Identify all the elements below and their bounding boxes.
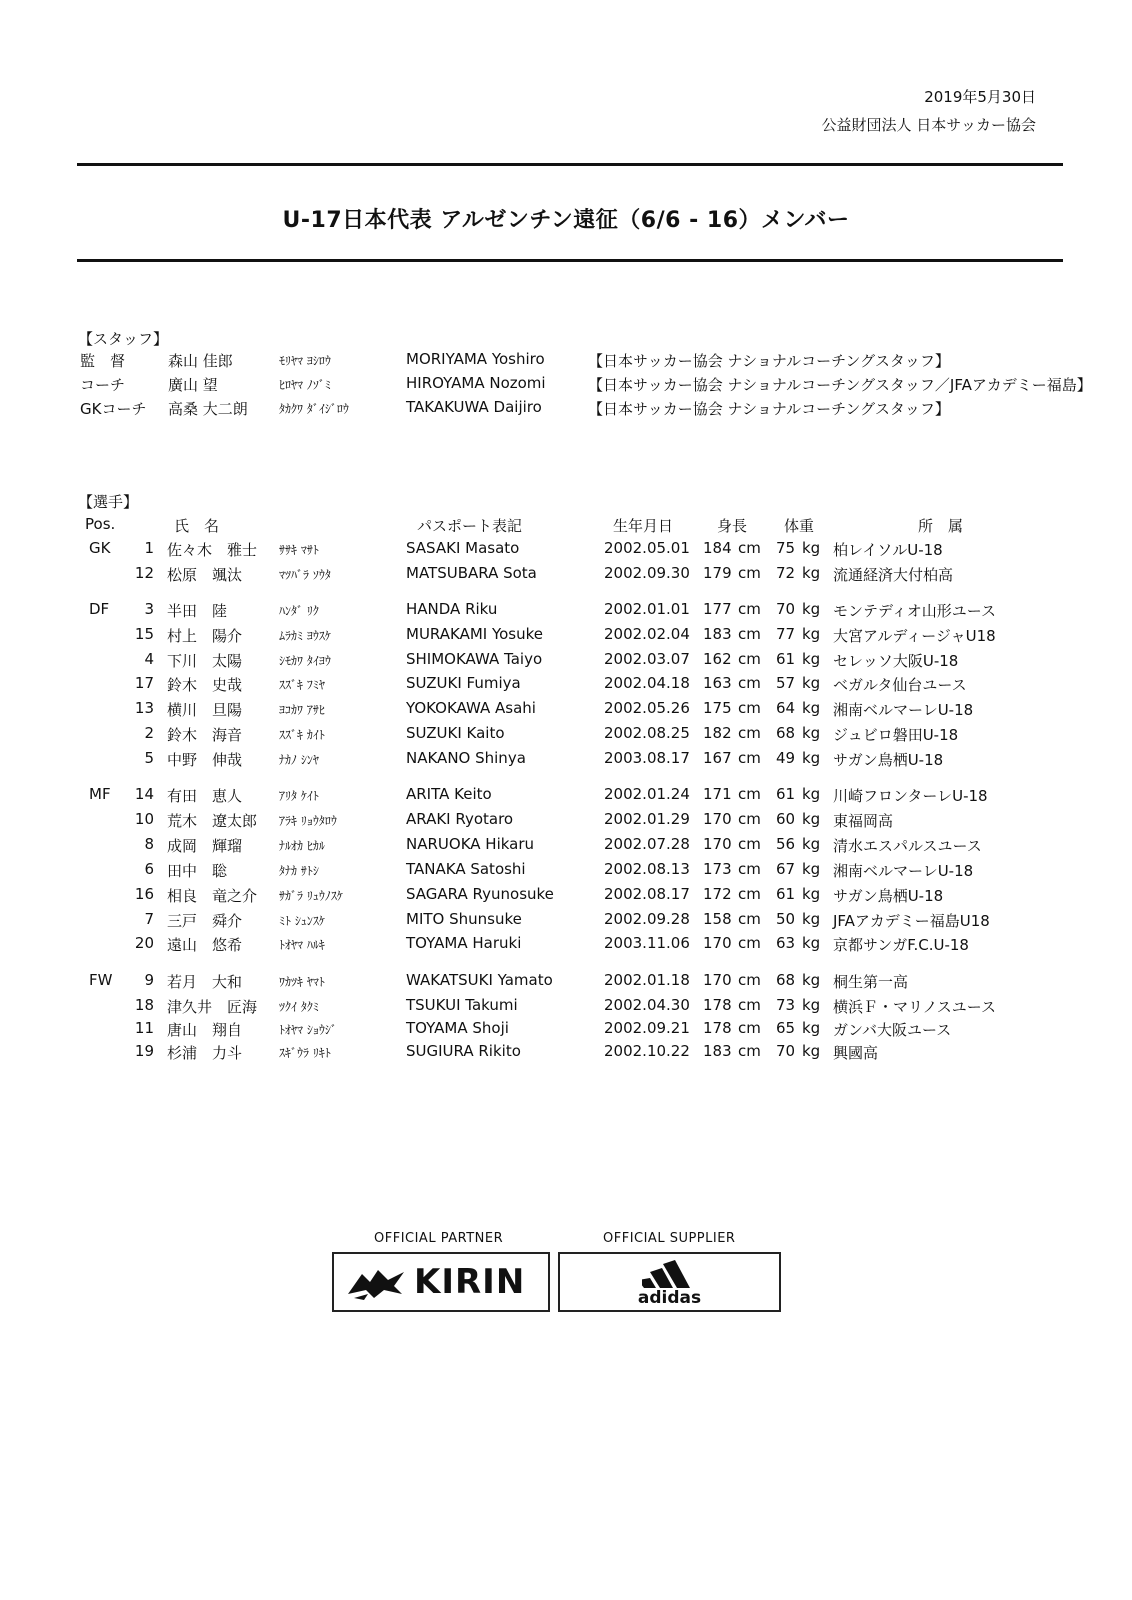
player-height: 182 (703, 724, 732, 742)
player-row (0, 910, 1132, 930)
player-club: ジュビロ磐田U-18 (833, 726, 959, 744)
player-row (0, 674, 1132, 694)
player-birthdate: 2002.10.22 (604, 1042, 690, 1060)
player-birthdate: 2002.05.01 (604, 539, 690, 557)
player-height-unit: cm (738, 785, 761, 803)
player-weight: 72 (776, 564, 796, 582)
player-kana: ﾅｶﾉ ｼﾝﾔ (279, 753, 319, 767)
player-row (0, 996, 1132, 1016)
document-date: 2019年5月30日 (924, 88, 1036, 106)
player-birthdate: 2002.08.25 (604, 724, 690, 742)
player-club: 流通経済大付柏高 (833, 566, 954, 584)
player-kana: ﾂｸｲ ﾀｸﾐ (279, 1000, 319, 1014)
player-passport-name: SAGARA Ryunosuke (406, 885, 554, 903)
player-height-unit: cm (738, 564, 761, 582)
player-name: 杉浦 力斗 (167, 1044, 243, 1062)
player-kana: ｻｻｷ ﾏｻﾄ (279, 543, 319, 557)
player-passport-name: SUGIURA Rikito (406, 1042, 521, 1060)
player-name: 津久井 匠海 (167, 998, 258, 1016)
player-number: 5 (144, 749, 154, 767)
player-row (0, 539, 1132, 559)
player-passport-name: MATSUBARA Sota (406, 564, 537, 582)
player-number: 12 (134, 564, 154, 582)
player-height-unit: cm (738, 910, 761, 928)
player-name: 鈴木 海音 (167, 726, 243, 744)
player-height: 183 (703, 625, 732, 643)
header-dob: 生年月日 (613, 517, 674, 535)
player-weight: 61 (776, 885, 796, 903)
player-height-unit: cm (738, 971, 761, 989)
player-passport-name: HANDA Riku (406, 600, 498, 618)
player-weight: 68 (776, 971, 796, 989)
player-weight-unit: kg (802, 810, 821, 828)
player-weight-unit: kg (802, 1019, 821, 1037)
player-passport-name: YOKOKAWA Asahi (406, 699, 536, 717)
player-number: 8 (144, 835, 154, 853)
player-weight: 50 (776, 910, 796, 928)
organization-name: 公益財団法人 日本サッカー協会 (821, 116, 1036, 134)
player-height-unit: cm (738, 650, 761, 668)
staff-affiliation: 【日本サッカー協会 ナショナルコーチングスタッフ／JFAアカデミー福島】 (588, 376, 1092, 394)
player-weight-unit: kg (802, 650, 821, 668)
player-position: GK (89, 539, 111, 557)
player-club: 柏レイソルU-18 (833, 541, 943, 559)
player-row (0, 810, 1132, 830)
player-birthdate: 2002.01.24 (604, 785, 690, 803)
player-weight: 49 (776, 749, 796, 767)
player-number: 19 (134, 1042, 154, 1060)
adidas-wordmark: adidas (637, 1288, 702, 1308)
player-kana: ｽｷﾞｳﾗ ﾘｷﾄ (279, 1046, 331, 1060)
player-passport-name: TOYAMA Haruki (406, 934, 522, 952)
player-height: 183 (703, 1042, 732, 1060)
kirin-wordmark: KIRIN (414, 1262, 526, 1302)
player-row (0, 600, 1132, 620)
staff-name: 森山 佳郎 (168, 352, 233, 370)
player-passport-name: SHIMOKAWA Taiyo (406, 650, 543, 668)
player-name: 下川 太陽 (167, 652, 243, 670)
player-passport-name: NARUOKA Hikaru (406, 835, 535, 853)
player-kana: ﾄｵﾔﾏ ﾊﾙｷ (279, 938, 325, 952)
player-weight-unit: kg (802, 674, 821, 692)
player-club: セレッソ大阪U-18 (833, 652, 959, 670)
player-birthdate: 2003.08.17 (604, 749, 690, 767)
player-row (0, 835, 1132, 855)
player-kana: ﾑﾗｶﾐ ﾖｳｽｹ (279, 629, 331, 643)
player-weight-unit: kg (802, 724, 821, 742)
player-weight: 65 (776, 1019, 796, 1037)
staff-roman-name: HIROYAMA Nozomi (406, 374, 546, 392)
player-weight-unit: kg (802, 564, 821, 582)
staff-row (0, 350, 1132, 370)
staff-role: コーチ (80, 376, 126, 394)
player-weight-unit: kg (802, 885, 821, 903)
page-title: U-17日本代表 アルゼンチン遠征（6/6 - 16）メンバー (282, 208, 850, 233)
player-row (0, 1042, 1132, 1062)
player-weight: 61 (776, 650, 796, 668)
player-passport-name: SASAKI Masato (406, 539, 520, 557)
header-passport: パスポート表記 (417, 517, 523, 535)
staff-kana: ﾓﾘﾔﾏ ﾖｼﾛｳ (279, 354, 331, 368)
player-weight: 68 (776, 724, 796, 742)
player-name: 若月 大和 (167, 973, 243, 991)
staff-name: 廣山 望 (168, 376, 218, 394)
player-number: 17 (134, 674, 154, 692)
player-height: 170 (703, 934, 732, 952)
header-pos: Pos. (85, 515, 116, 533)
player-birthdate: 2002.01.18 (604, 971, 690, 989)
player-weight-unit: kg (802, 625, 821, 643)
player-number: 2 (144, 724, 154, 742)
player-name: 唐山 翔自 (167, 1021, 243, 1039)
player-weight: 67 (776, 860, 796, 878)
player-height: 173 (703, 860, 732, 878)
player-kana: ｽｽﾞｷ ｶｲﾄ (279, 728, 325, 742)
player-weight-unit: kg (802, 996, 821, 1014)
player-row (0, 785, 1132, 805)
player-kana: ｻｶﾞﾗ ﾘｭｳﾉｽｹ (279, 889, 343, 903)
player-position: DF (89, 600, 110, 618)
player-birthdate: 2002.05.26 (604, 699, 690, 717)
player-height-unit: cm (738, 996, 761, 1014)
player-club: 川崎フロンターレU-18 (833, 787, 988, 805)
player-height: 178 (703, 996, 732, 1014)
player-name: 三戸 舜介 (167, 912, 243, 930)
player-birthdate: 2002.09.21 (604, 1019, 690, 1037)
player-number: 20 (134, 934, 154, 952)
player-row (0, 564, 1132, 584)
player-position: MF (89, 785, 111, 803)
player-club: 興國高 (833, 1044, 879, 1062)
staff-role: 監 督 (80, 352, 126, 370)
player-club: 湘南ベルマーレU-18 (833, 701, 974, 719)
staff-kana: ﾋﾛﾔﾏ ﾉｿﾞﾐ (279, 378, 331, 392)
player-number: 7 (144, 910, 154, 928)
player-club: サガン鳥栖U-18 (833, 751, 944, 769)
player-weight: 63 (776, 934, 796, 952)
player-height: 177 (703, 600, 732, 618)
player-kana: ﾀﾅｶ ｻﾄｼ (279, 864, 319, 878)
player-weight: 61 (776, 785, 796, 803)
player-passport-name: ARAKI Ryotaro (406, 810, 514, 828)
player-birthdate: 2002.03.07 (604, 650, 690, 668)
player-club: ガンバ大阪ユース (833, 1021, 952, 1039)
player-passport-name: MURAKAMI Yosuke (406, 625, 544, 643)
staff-role: GKコーチ (80, 400, 147, 418)
player-club: JFAアカデミー福島U18 (833, 912, 990, 930)
staff-section-label: 【スタッフ】 (78, 330, 169, 348)
player-weight-unit: kg (802, 749, 821, 767)
player-birthdate: 2003.11.06 (604, 934, 690, 952)
player-birthdate: 2002.04.18 (604, 674, 690, 692)
player-kana: ﾖｺｶﾜ ｱｻﾋ (279, 703, 325, 717)
player-row (0, 971, 1132, 991)
player-height-unit: cm (738, 699, 761, 717)
player-weight: 60 (776, 810, 796, 828)
player-name: 鈴木 史哉 (167, 676, 243, 694)
partner-logo-box (332, 1252, 550, 1312)
player-height-unit: cm (738, 860, 761, 878)
player-position: FW (89, 971, 113, 989)
player-club: サガン鳥栖U-18 (833, 887, 944, 905)
player-number: 3 (144, 600, 154, 618)
players-table-header (0, 515, 1132, 535)
player-height-unit: cm (738, 835, 761, 853)
player-birthdate: 2002.08.17 (604, 885, 690, 903)
staff-name: 高桑 大二朗 (168, 400, 248, 418)
player-name: 中野 伸哉 (167, 751, 243, 769)
player-number: 10 (134, 810, 154, 828)
player-height: 171 (703, 785, 732, 803)
player-name: 村上 陽介 (167, 627, 243, 645)
player-kana: ﾏﾂﾊﾞﾗ ｿｳﾀ (279, 568, 331, 582)
player-birthdate: 2002.09.30 (604, 564, 690, 582)
player-row (0, 724, 1132, 744)
player-height-unit: cm (738, 749, 761, 767)
header-club: 所 属 (918, 517, 964, 535)
player-kana: ﾅﾙｵｶ ﾋｶﾙ (279, 839, 325, 853)
player-passport-name: ARITA Keito (406, 785, 492, 803)
player-weight-unit: kg (802, 971, 821, 989)
player-number: 13 (134, 699, 154, 717)
player-weight: 56 (776, 835, 796, 853)
player-passport-name: SUZUKI Kaito (406, 724, 505, 742)
player-number: 16 (134, 885, 154, 903)
header-name: 氏 名 (174, 517, 220, 535)
player-passport-name: NAKANO Shinya (406, 749, 526, 767)
player-birthdate: 2002.09.28 (604, 910, 690, 928)
player-row (0, 650, 1132, 670)
player-passport-name: SUZUKI Fumiya (406, 674, 521, 692)
player-row (0, 749, 1132, 769)
player-name: 横川 旦陽 (167, 701, 243, 719)
player-height: 175 (703, 699, 732, 717)
player-row (0, 885, 1132, 905)
player-height: 179 (703, 564, 732, 582)
player-passport-name: MITO Shunsuke (406, 910, 522, 928)
player-birthdate: 2002.07.28 (604, 835, 690, 853)
player-kana: ｱﾗｷ ﾘｮｳﾀﾛｳ (279, 814, 337, 828)
player-kana: ｽｽﾞｷ ﾌﾐﾔ (279, 678, 325, 692)
player-height: 172 (703, 885, 732, 903)
player-kana: ﾐﾄ ｼｭﾝｽｹ (279, 914, 325, 928)
player-height-unit: cm (738, 600, 761, 618)
player-number: 6 (144, 860, 154, 878)
player-height-unit: cm (738, 674, 761, 692)
staff-roman-name: MORIYAMA Yoshiro (406, 350, 545, 368)
staff-row (0, 374, 1132, 394)
staff-kana: ﾀｶｸﾜ ﾀﾞｲｼﾞﾛｳ (279, 402, 349, 416)
player-club: 桐生第一高 (833, 973, 909, 991)
player-kana: ｼﾓｶﾜ ﾀｲﾖｳ (279, 654, 331, 668)
player-birthdate: 2002.01.29 (604, 810, 690, 828)
player-height: 167 (703, 749, 732, 767)
adidas-stripes-icon (642, 1258, 700, 1288)
player-number: 11 (134, 1019, 154, 1037)
player-birthdate: 2002.08.13 (604, 860, 690, 878)
player-kana: ﾊﾝﾀﾞ ﾘｸ (279, 604, 319, 618)
player-height: 184 (703, 539, 732, 557)
staff-affiliation: 【日本サッカー協会 ナショナルコーチングスタッフ】 (588, 400, 950, 418)
player-weight-unit: kg (802, 600, 821, 618)
player-name: 佐々木 雅士 (167, 541, 258, 559)
player-passport-name: WAKATSUKI Yamato (406, 971, 553, 989)
player-height: 162 (703, 650, 732, 668)
player-weight: 64 (776, 699, 796, 717)
kirin-emblem-icon (344, 1264, 408, 1302)
player-height-unit: cm (738, 1019, 761, 1037)
player-weight: 57 (776, 674, 796, 692)
player-height: 158 (703, 910, 732, 928)
player-name: 遠山 悠希 (167, 936, 243, 954)
player-weight: 77 (776, 625, 796, 643)
player-row (0, 699, 1132, 719)
player-weight-unit: kg (802, 539, 821, 557)
player-club: 湘南ベルマーレU-18 (833, 862, 974, 880)
player-kana: ﾄｵﾔﾏ ｼｮｳｼﾞ (279, 1023, 337, 1037)
player-height-unit: cm (738, 810, 761, 828)
player-height: 170 (703, 835, 732, 853)
header-weight: 体重 (784, 517, 815, 535)
player-row (0, 1019, 1132, 1039)
player-passport-name: TSUKUI Takumi (406, 996, 518, 1014)
player-weight-unit: kg (802, 910, 821, 928)
player-number: 18 (134, 996, 154, 1014)
player-weight-unit: kg (802, 934, 821, 952)
player-name: 有田 恵人 (167, 787, 243, 805)
player-height-unit: cm (738, 625, 761, 643)
player-number: 9 (144, 971, 154, 989)
player-weight-unit: kg (802, 860, 821, 878)
player-height: 163 (703, 674, 732, 692)
player-name: 荒木 遼太郎 (167, 812, 258, 830)
supplier-logo-box (558, 1252, 781, 1312)
staff-affiliation: 【日本サッカー協会 ナショナルコーチングスタッフ】 (588, 352, 950, 370)
player-club: ベガルタ仙台ユース (833, 676, 967, 694)
player-club: モンテディオ山形ユース (833, 602, 997, 620)
player-birthdate: 2002.01.01 (604, 600, 690, 618)
staff-roman-name: TAKAKUWA Daijiro (406, 398, 542, 416)
supplier-caption: OFFICIAL SUPPLIER (603, 1231, 736, 1246)
player-name: 田中 聡 (167, 862, 228, 880)
player-name: 相良 竜之介 (167, 887, 258, 905)
player-club: 横浜Ｆ・マリノスユース (833, 998, 997, 1016)
player-weight-unit: kg (802, 835, 821, 853)
player-height: 170 (703, 810, 732, 828)
player-height: 170 (703, 971, 732, 989)
player-weight-unit: kg (802, 785, 821, 803)
player-passport-name: TOYAMA Shoji (406, 1019, 509, 1037)
player-birthdate: 2002.04.30 (604, 996, 690, 1014)
player-weight: 70 (776, 600, 796, 618)
top-divider (77, 163, 1063, 166)
player-number: 14 (134, 785, 154, 803)
player-club: 大宮アルディージャU18 (833, 627, 996, 645)
player-weight-unit: kg (802, 1042, 821, 1060)
player-row (0, 625, 1132, 645)
player-kana: ｱﾘﾀ ｹｲﾄ (279, 789, 319, 803)
player-number: 1 (144, 539, 154, 557)
player-row (0, 860, 1132, 880)
players-section-label: 【選手】 (78, 493, 139, 511)
player-row (0, 934, 1132, 954)
player-club: 京都サンガF.C.U-18 (833, 936, 969, 954)
player-height-unit: cm (738, 1042, 761, 1060)
player-birthdate: 2002.02.04 (604, 625, 690, 643)
player-name: 松原 颯汰 (167, 566, 243, 584)
player-club: 清水エスパルスユース (833, 837, 982, 855)
partner-caption: OFFICIAL PARTNER (374, 1231, 504, 1246)
player-number: 4 (144, 650, 154, 668)
player-name: 成岡 輝瑠 (167, 837, 243, 855)
player-weight-unit: kg (802, 699, 821, 717)
player-kana: ﾜｶﾂｷ ﾔﾏﾄ (279, 975, 325, 989)
player-passport-name: TANAKA Satoshi (406, 860, 526, 878)
player-club: 東福岡高 (833, 812, 894, 830)
player-number: 15 (134, 625, 154, 643)
player-weight: 73 (776, 996, 796, 1014)
player-weight: 70 (776, 1042, 796, 1060)
player-height: 178 (703, 1019, 732, 1037)
player-height-unit: cm (738, 934, 761, 952)
staff-row (0, 398, 1132, 418)
player-weight: 75 (776, 539, 796, 557)
player-height-unit: cm (738, 539, 761, 557)
title-divider (77, 259, 1063, 262)
header-height: 身長 (717, 517, 748, 535)
player-height-unit: cm (738, 724, 761, 742)
player-name: 半田 陸 (167, 602, 228, 620)
player-height-unit: cm (738, 885, 761, 903)
